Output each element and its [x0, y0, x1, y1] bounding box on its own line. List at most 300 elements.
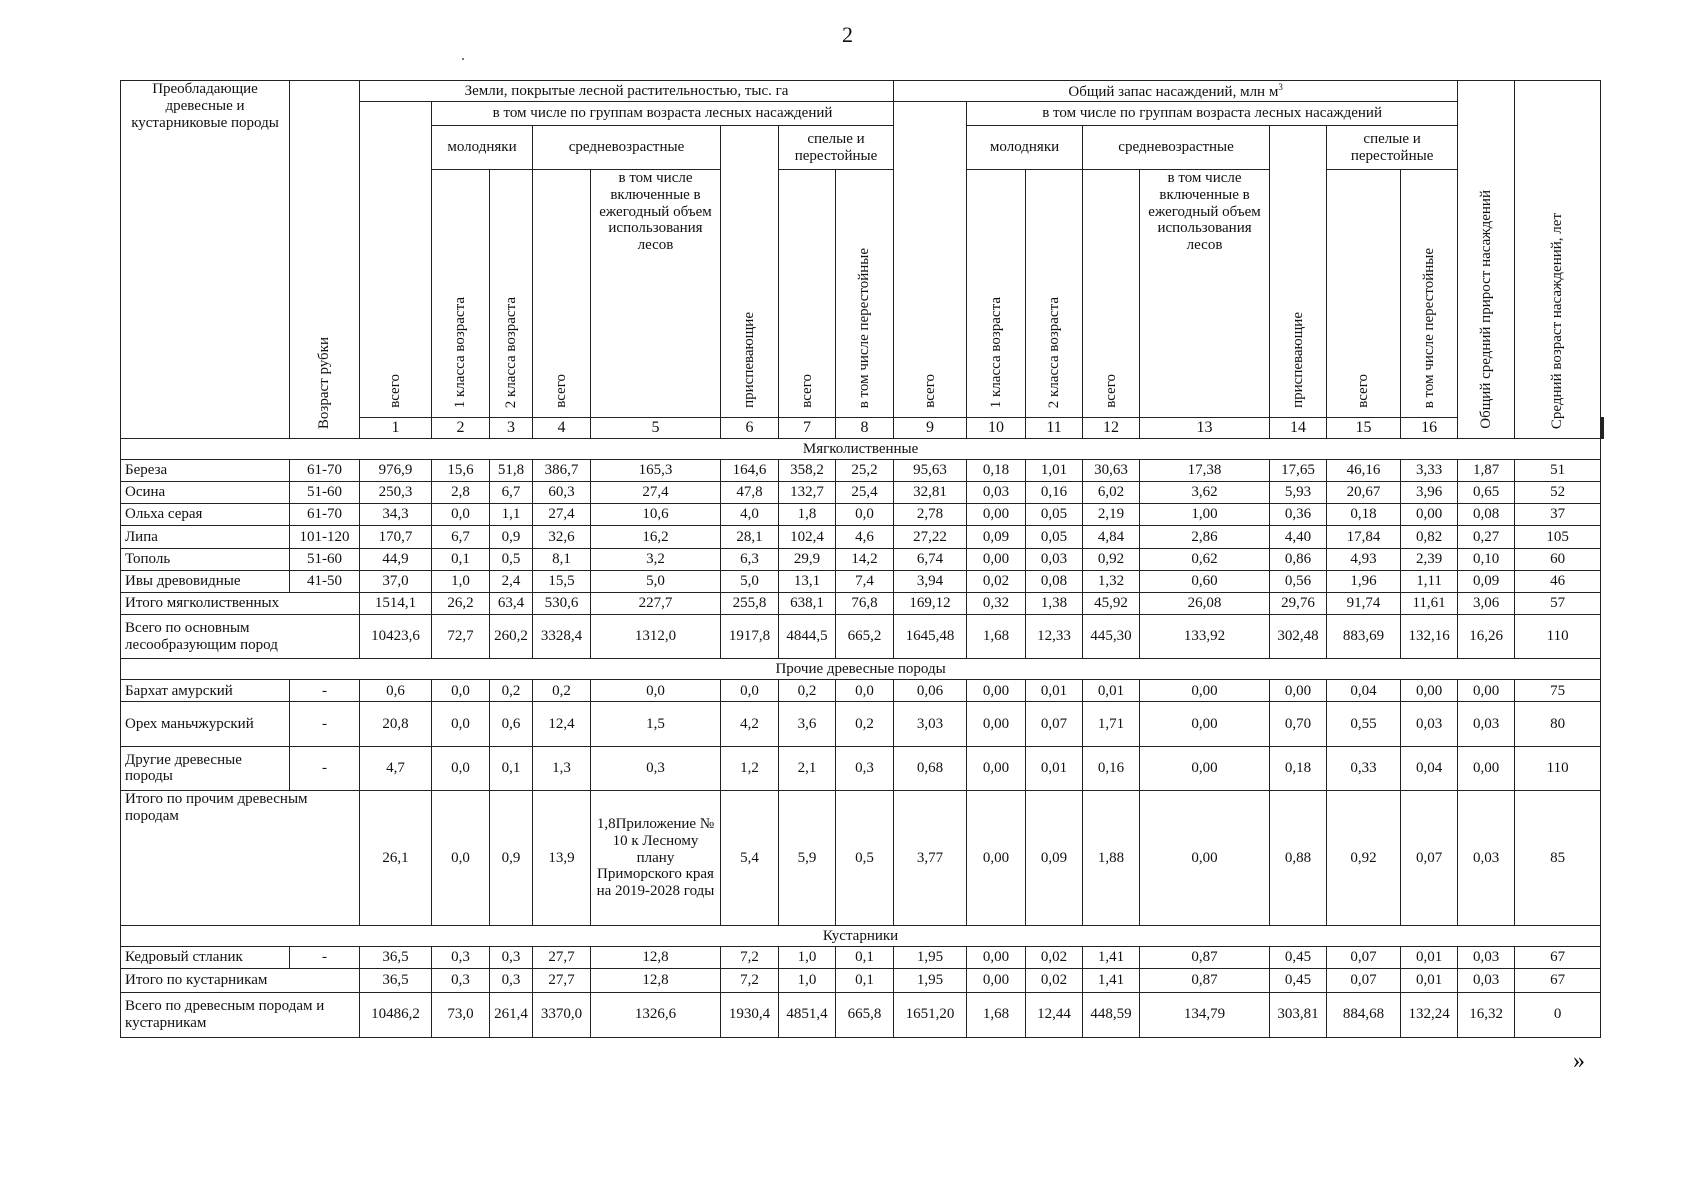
- table-cell: 17,38: [1140, 460, 1270, 482]
- header-stock-class1: 1 класса возраста: [967, 170, 1026, 418]
- total-cell: 227,7: [591, 592, 721, 614]
- table-cell: 1,5: [591, 702, 721, 746]
- table-cell: 0,82: [1401, 526, 1458, 548]
- table-cell: 1,8: [779, 504, 836, 526]
- table-cell: 28,1: [721, 526, 779, 548]
- species-name: Ивы древовидные: [121, 570, 290, 592]
- table-cell: 1,71: [1083, 702, 1140, 746]
- header-stock-middle: средневозрастные: [1083, 126, 1270, 170]
- table-cell: 0,03: [1458, 702, 1515, 746]
- table-cell: 0,00: [1458, 680, 1515, 702]
- total-cell: 0,02: [1026, 969, 1083, 992]
- table-cell: 37: [1515, 504, 1601, 526]
- table-cell: 0,07: [1327, 947, 1401, 969]
- column-number: 5: [591, 418, 721, 439]
- total-cell: 0,88: [1270, 791, 1327, 926]
- total-cell: 72,7: [432, 615, 490, 659]
- table-cell: 2,4: [490, 570, 533, 592]
- table-cell: 0,04: [1327, 680, 1401, 702]
- table-cell: 0,6: [490, 702, 533, 746]
- total-cell: 1,95: [894, 969, 967, 992]
- table-cell: 1,1: [490, 504, 533, 526]
- table-cell: 12,8: [591, 947, 721, 969]
- total-cell: 1,0: [779, 969, 836, 992]
- header-lands-age-groups: в том числе по группам возраста лесных насаждений: [432, 102, 894, 126]
- table-cell: 0,07: [1026, 702, 1083, 746]
- table-cell: -: [290, 947, 360, 969]
- section-header-row: [121, 659, 1604, 680]
- total-cell: 0,00: [967, 791, 1026, 926]
- table-cell: 0,00: [1401, 680, 1458, 702]
- table-cell: 0,68: [894, 746, 967, 790]
- table-cell: 13,1: [779, 570, 836, 592]
- table-cell: 105: [1515, 526, 1601, 548]
- closing-quote: »: [1573, 1048, 1585, 1074]
- table-cell: 0,16: [1026, 482, 1083, 504]
- table-row: [121, 570, 1604, 592]
- total-cell: 0,45: [1270, 969, 1327, 992]
- total-cell: 448,59: [1083, 992, 1140, 1037]
- table-cell: 0,00: [967, 947, 1026, 969]
- table-cell: 80: [1515, 702, 1601, 746]
- table-cell: 102,4: [779, 526, 836, 548]
- total-cell: 530,6: [533, 592, 591, 614]
- header-lands-overmature: в том числе перестойные: [836, 170, 894, 418]
- table-cell: 6,3: [721, 548, 779, 570]
- table-cell: 2,8: [432, 482, 490, 504]
- species-name: Липа: [121, 526, 290, 548]
- species-name: Ольха серая: [121, 504, 290, 526]
- total-cell: 134,79: [1140, 992, 1270, 1037]
- table-cell: 0,02: [967, 570, 1026, 592]
- table-cell: 0,0: [836, 504, 894, 526]
- table-cell: 0,03: [1401, 702, 1458, 746]
- table-cell: 0,05: [1026, 526, 1083, 548]
- table-cell: 0,02: [1026, 947, 1083, 969]
- column-number: 2: [432, 418, 490, 439]
- total-cell: 133,92: [1140, 615, 1270, 659]
- header-stock: Общий запас насаждений, млн $м^3$: [894, 81, 1458, 102]
- total-cell: 10486,2: [360, 992, 432, 1037]
- table-cell: 61-70: [290, 504, 360, 526]
- total-cell: 26,1: [360, 791, 432, 926]
- table-cell: 0,0: [721, 680, 779, 702]
- header-avg-age: Средний возраст насаждений, лет: [1515, 81, 1601, 439]
- table-cell: 3,03: [894, 702, 967, 746]
- total-cell: 3370,0: [533, 992, 591, 1037]
- table-row: [121, 548, 1604, 570]
- total-row: [121, 791, 1604, 926]
- total-cell: 12,33: [1026, 615, 1083, 659]
- total-label: Итого мягколиственных: [121, 592, 360, 614]
- table-cell: 4,93: [1327, 548, 1401, 570]
- header-lands-ripening: приспевающие: [721, 126, 779, 418]
- table-cell: 0,0: [432, 504, 490, 526]
- header-stock-mature-total: всего: [1327, 170, 1401, 418]
- table-cell: 0,00: [1270, 680, 1327, 702]
- total-label: Итого по кустарникам: [121, 969, 360, 992]
- total-cell: 0,07: [1401, 791, 1458, 926]
- header-stock-age-groups: в том числе по группам возраста лесных насаждений: [967, 102, 1458, 126]
- table-cell: 52: [1515, 482, 1601, 504]
- table-row: [121, 702, 1604, 746]
- table-cell: 0,5: [490, 548, 533, 570]
- column-number: 13: [1140, 418, 1270, 439]
- table-cell: 20,67: [1327, 482, 1401, 504]
- total-cell: 73,0: [432, 992, 490, 1037]
- total-cell: 261,4: [490, 992, 533, 1037]
- table-cell: 0,1: [490, 746, 533, 790]
- total-cell: 1651,20: [894, 992, 967, 1037]
- total-cell: 255,8: [721, 592, 779, 614]
- scan-dot: [462, 58, 464, 60]
- table-cell: 16,2: [591, 526, 721, 548]
- column-number: 7: [779, 418, 836, 439]
- table-cell: 0,05: [1026, 504, 1083, 526]
- total-cell: 3,77: [894, 791, 967, 926]
- table-cell: 1,2: [721, 746, 779, 790]
- total-cell: 16,26: [1458, 615, 1515, 659]
- table-cell: 0,01: [1401, 947, 1458, 969]
- total-cell: 45,92: [1083, 592, 1140, 614]
- total-cell: 260,2: [490, 615, 533, 659]
- total-cell: 169,12: [894, 592, 967, 614]
- total-label: Всего по древесным породам и кустарникам: [121, 992, 360, 1037]
- total-cell: 0,3: [490, 969, 533, 992]
- table-cell: 3,94: [894, 570, 967, 592]
- header-lands: Земли, покрытые лесной растительностью, тыс. га: [360, 81, 894, 102]
- section-title: Мягколиственные: [121, 439, 1601, 460]
- table-cell: 0,87: [1140, 947, 1270, 969]
- total-cell: 0,07: [1327, 969, 1401, 992]
- section-title: Кустарники: [121, 926, 1601, 947]
- total-cell: 1326,6: [591, 992, 721, 1037]
- table-cell: 25,4: [836, 482, 894, 504]
- total-cell: 132,24: [1401, 992, 1458, 1037]
- table-row: [121, 947, 1604, 969]
- table-cell: 0,56: [1270, 570, 1327, 592]
- table-cell: 5,0: [721, 570, 779, 592]
- table-cell: 0,3: [591, 746, 721, 790]
- section-header-row: [121, 439, 1604, 460]
- table-cell: 0,00: [967, 680, 1026, 702]
- table-cell: 0,2: [779, 680, 836, 702]
- table-cell: 1,01: [1026, 460, 1083, 482]
- total-cell: 1,8Приложение № 10 к Лесному плану Приморского края на 2019-2028 годы: [591, 791, 721, 926]
- table-cell: 3,2: [591, 548, 721, 570]
- header-lands-middle-total: всего: [533, 170, 591, 418]
- total-cell: 302,48: [1270, 615, 1327, 659]
- header-lands-class2: 2 класса возраста: [490, 170, 533, 418]
- total-cell: 12,8: [591, 969, 721, 992]
- table-cell: 32,81: [894, 482, 967, 504]
- total-cell: 0,00: [1140, 791, 1270, 926]
- table-cell: 0,01: [1083, 680, 1140, 702]
- total-cell: 1,41: [1083, 969, 1140, 992]
- table-cell: 0,01: [1026, 680, 1083, 702]
- total-cell: 0,92: [1327, 791, 1401, 926]
- table-cell: 51,8: [490, 460, 533, 482]
- table-row: [121, 526, 1604, 548]
- table-cell: 0,45: [1270, 947, 1327, 969]
- table-cell: 386,7: [533, 460, 591, 482]
- table-cell: 0,00: [1401, 504, 1458, 526]
- table-cell: 0,03: [967, 482, 1026, 504]
- table-cell: 2,78: [894, 504, 967, 526]
- table-cell: 0,00: [967, 702, 1026, 746]
- table-cell: 0,18: [1270, 746, 1327, 790]
- total-cell: 132,16: [1401, 615, 1458, 659]
- species-name: Бархат амурский: [121, 680, 290, 702]
- header-stock-middle-total: всего: [1083, 170, 1140, 418]
- table-cell: 32,6: [533, 526, 591, 548]
- total-cell: 10423,6: [360, 615, 432, 659]
- header-stock-included: в том числе включенные в ежегодный объем использования лесов: [1140, 170, 1270, 418]
- column-number: 14: [1270, 418, 1327, 439]
- table-cell: 12,4: [533, 702, 591, 746]
- table-cell: 3,96: [1401, 482, 1458, 504]
- table-cell: 0,1: [432, 548, 490, 570]
- table-row: [121, 746, 1604, 790]
- table-cell: 0,08: [1026, 570, 1083, 592]
- table-cell: 0,0: [432, 680, 490, 702]
- total-cell: 7,2: [721, 969, 779, 992]
- table-cell: 0,00: [1140, 680, 1270, 702]
- table-cell: 0,18: [967, 460, 1026, 482]
- table-cell: 0,00: [1140, 702, 1270, 746]
- table-row: [121, 504, 1604, 526]
- table-cell: 164,6: [721, 460, 779, 482]
- table-cell: 1,95: [894, 947, 967, 969]
- table-cell: 132,7: [779, 482, 836, 504]
- table-cell: 0,06: [894, 680, 967, 702]
- header-lands-mature-total: всего: [779, 170, 836, 418]
- total-cell: 0,32: [967, 592, 1026, 614]
- table-cell: 37,0: [360, 570, 432, 592]
- table-cell: 0,60: [1140, 570, 1270, 592]
- column-number: 3: [490, 418, 533, 439]
- table-cell: 6,02: [1083, 482, 1140, 504]
- header-lands-middle: средневозрастные: [533, 126, 721, 170]
- total-cell: 1,88: [1083, 791, 1140, 926]
- total-cell: 1645,48: [894, 615, 967, 659]
- column-number: 4: [533, 418, 591, 439]
- total-cell: 0,1: [836, 969, 894, 992]
- column-number: 8: [836, 418, 894, 439]
- total-cell: 85: [1515, 791, 1601, 926]
- table-cell: 110: [1515, 746, 1601, 790]
- total-cell: 67: [1515, 969, 1601, 992]
- header-lands-class1: 1 класса возраста: [432, 170, 490, 418]
- table-cell: 46,16: [1327, 460, 1401, 482]
- total-cell: 0: [1515, 992, 1601, 1037]
- table-cell: 5,93: [1270, 482, 1327, 504]
- total-cell: 884,68: [1327, 992, 1401, 1037]
- table-cell: 0,70: [1270, 702, 1327, 746]
- table-cell: 6,74: [894, 548, 967, 570]
- total-cell: 12,44: [1026, 992, 1083, 1037]
- total-cell: 26,08: [1140, 592, 1270, 614]
- table-cell: 27,4: [591, 482, 721, 504]
- table-cell: 165,3: [591, 460, 721, 482]
- table-cell: 44,9: [360, 548, 432, 570]
- table-cell: 47,8: [721, 482, 779, 504]
- total-cell: 0,5: [836, 791, 894, 926]
- total-cell: 1917,8: [721, 615, 779, 659]
- total-cell: 4844,5: [779, 615, 836, 659]
- table-cell: 0,09: [1458, 570, 1515, 592]
- table-cell: 976,9: [360, 460, 432, 482]
- table-cell: 358,2: [779, 460, 836, 482]
- table-cell: 0,27: [1458, 526, 1515, 548]
- table-cell: 46: [1515, 570, 1601, 592]
- total-label: Итого по прочим древесным породам: [121, 791, 360, 926]
- total-cell: 11,61: [1401, 592, 1458, 614]
- header-lands-young: молодняки: [432, 126, 533, 170]
- total-cell: 4851,4: [779, 992, 836, 1037]
- table-cell: 0,0: [836, 680, 894, 702]
- table-cell: 95,63: [894, 460, 967, 482]
- total-cell: 1,68: [967, 992, 1026, 1037]
- table-cell: 30,63: [1083, 460, 1140, 482]
- table-cell: 0,00: [967, 504, 1026, 526]
- table-cell: -: [290, 680, 360, 702]
- column-number: 10: [967, 418, 1026, 439]
- table-cell: 75: [1515, 680, 1601, 702]
- table-cell: 0,2: [533, 680, 591, 702]
- table-cell: 250,3: [360, 482, 432, 504]
- table-cell: 0,1: [836, 947, 894, 969]
- table-cell: 3,33: [1401, 460, 1458, 482]
- header-stock-ripening: приспевающие: [1270, 126, 1327, 418]
- table-cell: 0,3: [432, 947, 490, 969]
- table-cell: 3,62: [1140, 482, 1270, 504]
- section-title: Прочие древесные породы: [121, 659, 1601, 680]
- total-cell: 0,09: [1026, 791, 1083, 926]
- table-cell: 15,6: [432, 460, 490, 482]
- table-cell: 6,7: [432, 526, 490, 548]
- total-cell: 91,74: [1327, 592, 1401, 614]
- total-cell: 36,5: [360, 969, 432, 992]
- table-cell: 0,09: [967, 526, 1026, 548]
- total-cell: 1930,4: [721, 992, 779, 1037]
- table-cell: 5,0: [591, 570, 721, 592]
- total-cell: 665,2: [836, 615, 894, 659]
- total-cell: 0,87: [1140, 969, 1270, 992]
- table-cell: 0,36: [1270, 504, 1327, 526]
- table-cell: 0,18: [1327, 504, 1401, 526]
- total-cell: 16,32: [1458, 992, 1515, 1037]
- table-cell: 0,3: [836, 746, 894, 790]
- header-stock-mature: спелые и перестойные: [1327, 126, 1458, 170]
- table-row: [121, 680, 1604, 702]
- table-cell: 51-60: [290, 548, 360, 570]
- species-name: Орех маньчжурский: [121, 702, 290, 746]
- species-name: Кедровый стланик: [121, 947, 290, 969]
- table-cell: 1,41: [1083, 947, 1140, 969]
- table-cell: 60,3: [533, 482, 591, 504]
- total-cell: 0,9: [490, 791, 533, 926]
- table-cell: 0,10: [1458, 548, 1515, 570]
- table-cell: 4,2: [721, 702, 779, 746]
- table-cell: 2,86: [1140, 526, 1270, 548]
- total-cell: 0,3: [432, 969, 490, 992]
- table-cell: 0,0: [432, 702, 490, 746]
- table-cell: 0,33: [1327, 746, 1401, 790]
- total-cell: 665,8: [836, 992, 894, 1037]
- table-cell: 0,00: [1140, 746, 1270, 790]
- column-number: 12: [1083, 418, 1140, 439]
- total-cell: 26,2: [432, 592, 490, 614]
- header-stock-total: всего: [894, 102, 967, 418]
- total-cell: 3,06: [1458, 592, 1515, 614]
- table-cell: 1,0: [779, 947, 836, 969]
- table-cell: 1,87: [1458, 460, 1515, 482]
- table-cell: 27,7: [533, 947, 591, 969]
- total-cell: 3328,4: [533, 615, 591, 659]
- table-cell: 15,5: [533, 570, 591, 592]
- table-cell: 0,2: [836, 702, 894, 746]
- table-cell: 51: [1515, 460, 1601, 482]
- table-cell: 7,4: [836, 570, 894, 592]
- table-cell: 27,22: [894, 526, 967, 548]
- column-number: 1: [360, 418, 432, 439]
- table-cell: 0,2: [490, 680, 533, 702]
- table-cell: 0,3: [490, 947, 533, 969]
- total-cell: 0,01: [1401, 969, 1458, 992]
- table-cell: 0,9: [490, 526, 533, 548]
- total-cell: 1,38: [1026, 592, 1083, 614]
- table-cell: 34,3: [360, 504, 432, 526]
- forest-stock-table: [120, 80, 1604, 1038]
- total-cell: 1,68: [967, 615, 1026, 659]
- section-header-row: [121, 926, 1604, 947]
- column-number: 16: [1401, 418, 1458, 439]
- table-cell: 1,32: [1083, 570, 1140, 592]
- table-cell: 29,9: [779, 548, 836, 570]
- total-cell: 0,00: [967, 969, 1026, 992]
- table-cell: 17,65: [1270, 460, 1327, 482]
- table-cell: 27,4: [533, 504, 591, 526]
- total-cell: 29,76: [1270, 592, 1327, 614]
- table-cell: 0,00: [1458, 746, 1515, 790]
- header-growth: Общий средний прирост насаждений: [1458, 81, 1515, 439]
- total-cell: 445,30: [1083, 615, 1140, 659]
- species-name: Другие древесные породы: [121, 746, 290, 790]
- total-cell: 13,9: [533, 791, 591, 926]
- table-cell: 0,65: [1458, 482, 1515, 504]
- table-cell: 1,0: [432, 570, 490, 592]
- total-label: Всего по основным лесообразующим пород: [121, 615, 360, 659]
- table-cell: 0,6: [360, 680, 432, 702]
- header-lands-included: в том числе включенные в ежегодный объем использования лесов: [591, 170, 721, 418]
- header-stock-overmature: в том числе перестойные: [1401, 170, 1458, 418]
- table-cell: 101-120: [290, 526, 360, 548]
- table-cell: 3,6: [779, 702, 836, 746]
- total-row: [121, 992, 1604, 1037]
- table-cell: 25,2: [836, 460, 894, 482]
- table-cell: 61-70: [290, 460, 360, 482]
- table-cell: 0,0: [591, 680, 721, 702]
- table-cell: 6,7: [490, 482, 533, 504]
- total-cell: 303,81: [1270, 992, 1327, 1037]
- table-cell: 7,2: [721, 947, 779, 969]
- total-cell: 0,03: [1458, 969, 1515, 992]
- table-cell: 1,11: [1401, 570, 1458, 592]
- table-cell: 36,5: [360, 947, 432, 969]
- total-cell: 5,9: [779, 791, 836, 926]
- table-cell: 0,03: [1026, 548, 1083, 570]
